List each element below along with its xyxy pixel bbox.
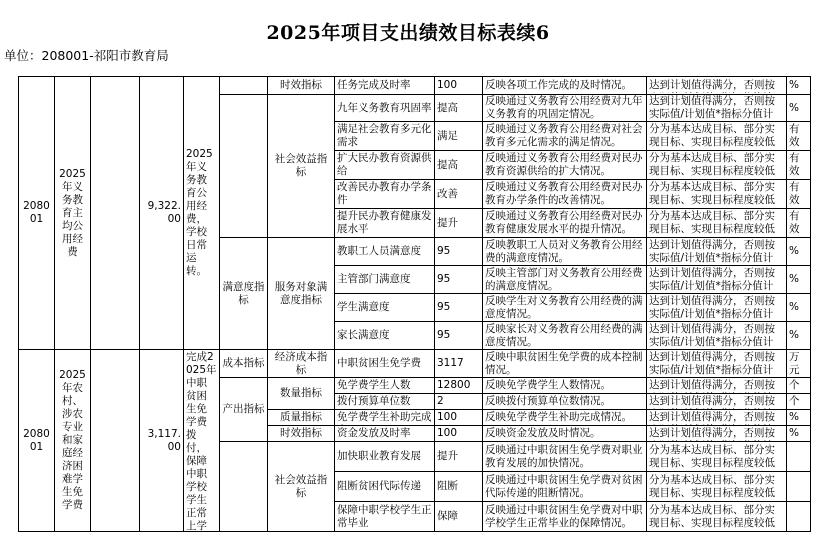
level2-indicator: 社会效益指标 [268, 442, 335, 532]
scoring-rule: 达到计划值得满分，否则按 [647, 410, 787, 426]
measure-unit: 有效 [787, 209, 811, 238]
project-name: 2025年义务教育主均公用经费 [55, 77, 91, 350]
level1-indicator: 产出指标 [220, 378, 268, 442]
indicator-desc: 反映通过义务教育公用经费对九年义务教育的巩固定情况。 [483, 95, 647, 122]
indicator-desc: 反映主管部门对义务教育公用经费的满意度情况。 [483, 266, 647, 294]
indicator-value: 100 [435, 77, 483, 95]
indicator-name: 九年义务教育巩固率 [335, 95, 435, 122]
level1-indicator [220, 77, 268, 95]
level2-indicator: 社会效益指标 [268, 95, 335, 238]
unit-label: 单位：208001-祁阳市教育局 [4, 48, 169, 63]
measure-unit: 个 [787, 378, 811, 394]
scoring-rule: 达到计划值得满分，否则按 [647, 378, 787, 394]
indicator-desc: 反映通过义务教育公用经费对民办教育健康发展水平的提升情况。 [483, 209, 647, 238]
indicator-name: 满足社会教育多元化需求 [335, 122, 435, 151]
indicator-desc: 反映通过义务教育公用经费对民办教育办学条件的改善情况。 [483, 180, 647, 209]
scoring-rule: 达到计划值得满分，否则按实际值/计划值*指标分值计 [647, 95, 787, 122]
measure-unit: 有效 [787, 122, 811, 151]
scoring-rule: 分为基本达成目标、部分实现目标、实现目标程度较低 [647, 502, 787, 532]
level2-indicator: 时效指标 [268, 77, 335, 95]
project-spacer [91, 77, 140, 350]
indicator-value: 95 [435, 238, 483, 266]
indicator-desc: 反映通过中职贫困生免学费对中职学校学生正常毕业的保障情况。 [483, 502, 647, 532]
project-goal: 2025年义务教育公用经费，学校日常运转。 [184, 77, 220, 350]
scoring-rule: 达到计划值得满分，否则按实际值/计划值*指标分值计 [647, 266, 787, 294]
measure-unit: 有效 [787, 151, 811, 180]
level2-indicator: 数量指标 [268, 378, 335, 410]
measure-unit: 个 [787, 394, 811, 410]
indicator-desc: 反映学生对义务教育公用经费的满意度情况。 [483, 294, 647, 322]
indicator-name: 家长满意度 [335, 322, 435, 350]
measure-unit: 有效 [787, 180, 811, 209]
indicator-value: 2 [435, 394, 483, 410]
measure-unit: % [787, 95, 811, 122]
indicator-value: 改善 [435, 180, 483, 209]
scoring-rule: 达到计划值得满分，否则按实际值/计划值*指标分值计 [647, 322, 787, 350]
indicator-name: 主管部门满意度 [335, 266, 435, 294]
scoring-rule: 达到计划值得满分，否则按实际值/计划值*指标分值计 [647, 294, 787, 322]
indicator-value: 提高 [435, 95, 483, 122]
measure-unit [787, 442, 811, 472]
indicator-name: 教职工人员满意度 [335, 238, 435, 266]
indicator-desc: 反映通过义务教育公用经费对民办教育资源供给的扩大情况。 [483, 151, 647, 180]
indicator-value: 100 [435, 410, 483, 426]
indicator-value: 满足 [435, 122, 483, 151]
indicator-desc: 反映通过义务教育公用经费对社会教育多元化需求的满足情况。 [483, 122, 647, 151]
indicator-name: 任务完成及时率 [335, 77, 435, 95]
project-amount: 9,322.00 [140, 77, 184, 350]
project-name: 2025年农村、涉农专业和家庭经济困难学生免学费 [55, 350, 91, 532]
measure-unit: 万元 [787, 350, 811, 378]
indicator-value: 12800 [435, 378, 483, 394]
scoring-rule: 分为基本达成目标、部分实现目标、实现目标程度较低 [647, 209, 787, 238]
level1-indicator: 满意度指标 [220, 238, 268, 350]
scoring-rule: 分为基本达成目标、部分实现目标、实现目标程度较低 [647, 151, 787, 180]
indicator-value: 3117 [435, 350, 483, 378]
indicator-value: 95 [435, 294, 483, 322]
scoring-rule: 分为基本达成目标、部分实现目标、实现目标程度较低 [647, 122, 787, 151]
measure-unit: % [787, 426, 811, 442]
scoring-rule: 达到计划值得满分，否则按实际值/计划值*指标分值计 [647, 238, 787, 266]
level2-indicator: 质量指标 [268, 410, 335, 426]
measure-unit [787, 472, 811, 502]
indicator-value: 提升 [435, 442, 483, 472]
level2-indicator: 服务对象满意度指标 [268, 238, 335, 350]
measure-unit: % [787, 410, 811, 426]
level2-indicator: 经济成本指标 [268, 350, 335, 378]
table-row [19, 350, 811, 378]
indicator-name: 阻断贫困代际传递 [335, 472, 435, 502]
level1-indicator: 成本指标 [220, 350, 268, 378]
indicator-value: 提高 [435, 151, 483, 180]
performance-table [18, 76, 811, 532]
indicator-desc: 反映教职工人员对义务教育公用经费的满意度情况。 [483, 238, 647, 266]
indicator-desc: 反映中职贫困生免学费的成本控制情况。 [483, 350, 647, 378]
indicator-name: 改善民办教育办学条件 [335, 180, 435, 209]
scoring-rule: 分为基本达成目标、部分实现目标、实现目标程度较低 [647, 180, 787, 209]
scoring-rule: 分为基本达成目标、部分实现目标、实现目标程度较低 [647, 442, 787, 472]
indicator-name: 加快职业教育发展 [335, 442, 435, 472]
project-code: 208001 [19, 350, 55, 532]
indicator-value: 保障 [435, 502, 483, 532]
indicator-name: 学生满意度 [335, 294, 435, 322]
indicator-desc: 反映通过中职贫困生免学费对职业教育发展的加快情况。 [483, 442, 647, 472]
indicator-value: 95 [435, 266, 483, 294]
scoring-rule: 达到计划值得满分，否则按 [647, 426, 787, 442]
indicator-name: 保障中职学校学生正常毕业 [335, 502, 435, 532]
indicator-desc: 反映资金发放及时情况。 [483, 426, 647, 442]
project-amount: 3,117.00 [140, 350, 184, 532]
measure-unit: % [787, 322, 811, 350]
indicator-value: 提升 [435, 209, 483, 238]
table-row [19, 77, 811, 95]
scoring-rule: 达到计划值得满分，否则按 [647, 77, 787, 95]
indicator-name: 免学费学生补助完成 [335, 410, 435, 426]
indicator-name: 资金发放及时率 [335, 426, 435, 442]
indicator-name: 扩大民办教育资源供给 [335, 151, 435, 180]
scoring-rule: 达到计划值得满分，否则按 [647, 394, 787, 410]
measure-unit: % [787, 266, 811, 294]
indicator-name: 提升民办教育健康发展水平 [335, 209, 435, 238]
indicator-name: 中职贫困生免学费 [335, 350, 435, 378]
indicator-desc: 反映免学费学生人数情况。 [483, 378, 647, 394]
scoring-rule: 分为基本达成目标、部分实现目标、实现目标程度较低 [647, 472, 787, 502]
measure-unit: % [787, 77, 811, 95]
project-goal: 完成2025年中职贫困生免学费拨付，保障中职学校学生正常上学 [184, 350, 220, 532]
indicator-desc: 反映拨付预算单位数情况。 [483, 394, 647, 410]
project-spacer [91, 350, 140, 532]
indicator-value: 95 [435, 322, 483, 350]
indicator-desc: 反映家长对义务教育公用经费的满意度情况。 [483, 322, 647, 350]
indicator-value: 阻断 [435, 472, 483, 502]
level1-indicator [220, 442, 268, 532]
measure-unit: % [787, 294, 811, 322]
indicator-desc: 反映各项工作完成的及时情况。 [483, 77, 647, 95]
level1-indicator [220, 95, 268, 238]
scoring-rule: 达到计划值得满分，否则按实际值/计划值*指标分值计 [647, 350, 787, 378]
indicator-desc: 反映通过中职贫困生免学费对贫困代际传递的阻断情况。 [483, 472, 647, 502]
measure-unit: % [787, 238, 811, 266]
page-title: 2025年项目支出绩效目标表续6 [266, 22, 550, 44]
indicator-name: 免学费学生人数 [335, 378, 435, 394]
indicator-desc: 反映免学费学生补助完成情况。 [483, 410, 647, 426]
measure-unit [787, 502, 811, 532]
level2-indicator: 时效指标 [268, 426, 335, 442]
project-code: 208001 [19, 77, 55, 350]
indicator-value: 100 [435, 426, 483, 442]
indicator-name: 拨付预算单位数 [335, 394, 435, 410]
